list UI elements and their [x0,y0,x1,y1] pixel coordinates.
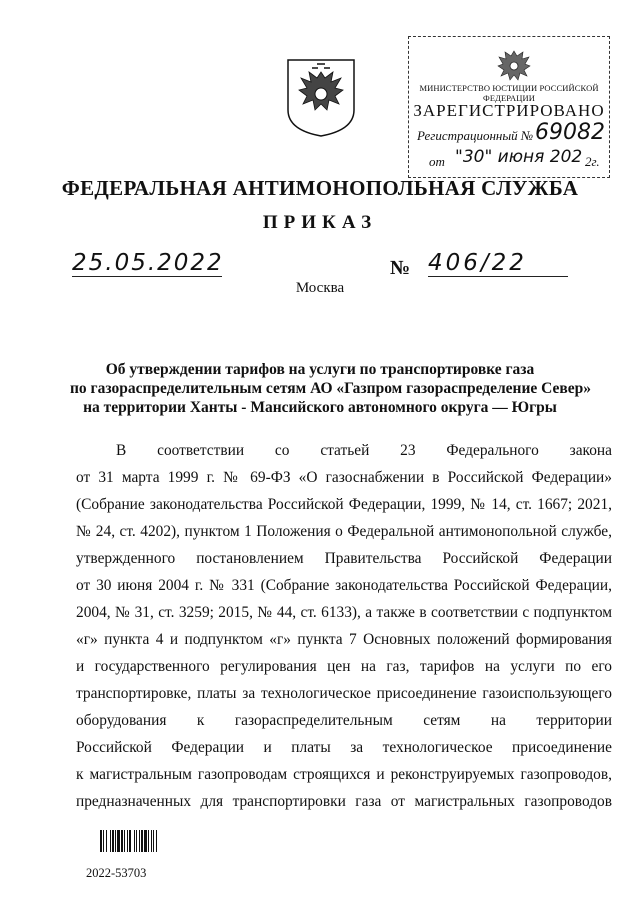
registration-stamp [408,36,610,178]
stamp-reg-label: Регистрационный № [417,128,534,143]
body-line: от 30 июня 2004 г. № 331 (Собрание законодательства Российской Федерации, [76,577,612,594]
agency-name: ФЕДЕРАЛЬНАЯ АНТИМОНОПОЛЬНАЯ СЛУЖБА [61,176,579,200]
body-line: транспортировке, платы за технологическое присоединение газоиспользующего [76,685,612,702]
body-line: и государственного регулирования цен на газ, тарифов на услуги по его [76,658,612,675]
body-line: от 31 марта 1999 г. № 69-ФЗ «О газоснабжении в Российской Федерации» [76,469,612,486]
body-line: к магистральным газопроводам строящихся и реконструируемых газопроводов, [76,766,612,783]
order-number: 406/22 [428,250,568,277]
body-line: предназначенных для транспортировки газа от магистральных газопроводов [76,793,612,810]
body-line: (Собрание законодательства Российской Федерации, 1999, № 14, ст. 1667; 2021, [76,496,612,513]
order-number-label: № [390,257,411,279]
title-line: Об утверждении тарифов на услуги по транспортировке газа [105,361,535,378]
title-line: на территории Ханты - Мансийского автономного округа — Югры [83,399,557,416]
document-type: ПРИКАЗ [262,212,378,233]
stamp-emblem-icon [494,45,534,85]
body-text [76,437,612,815]
title-line: по газораспределительным сетям АО «Газпром газораспределение Север» [70,380,592,397]
stamp-date-prefix: от [429,154,445,169]
body-line: оборудования к газораспределительным сетям на территории [76,712,612,729]
body-line: В соответствии со статьей 23 Федерального закона [116,442,612,459]
document-id: 2022-53703 [86,866,147,880]
state-emblem-icon [286,58,356,138]
stamp-date-handwritten: "30" июня 202 [455,147,583,167]
stamp-reg-number: 69082 [535,120,605,145]
body-line: утвержденного постановлением Правительства Российской Федерации [76,550,612,567]
stamp-ministry: МИНИСТЕРСТВО ЮСТИЦИИ РОССИЙСКОЙ ФЕДЕРАЦИИ [419,83,599,103]
barcode-bar [156,830,157,852]
order-date: 25.05.2022 [72,250,224,276]
body-line: 2004, № 31, ст. 3259; 2015, № 44, ст. 6133), а также в соответствии с подпунктом [76,604,612,621]
stamp-status: ЗАРЕГИСТРИРОВАНО [413,101,605,120]
stamp-year-suffix: 2г. [585,154,600,169]
barcode-icon [100,830,172,852]
city: Москва [295,280,345,296]
body-line: № 24, ст. 4202), пунктом 1 Положения о Федеральной антимонопольной службе, [76,523,612,540]
body-line: «г» пункта 4 и подпунктом «г» пункта 7 Основных положений формирования [76,631,612,648]
body-line: Российской Федерации и платы за технологическое присоединение [76,739,612,756]
order-title [70,360,592,417]
